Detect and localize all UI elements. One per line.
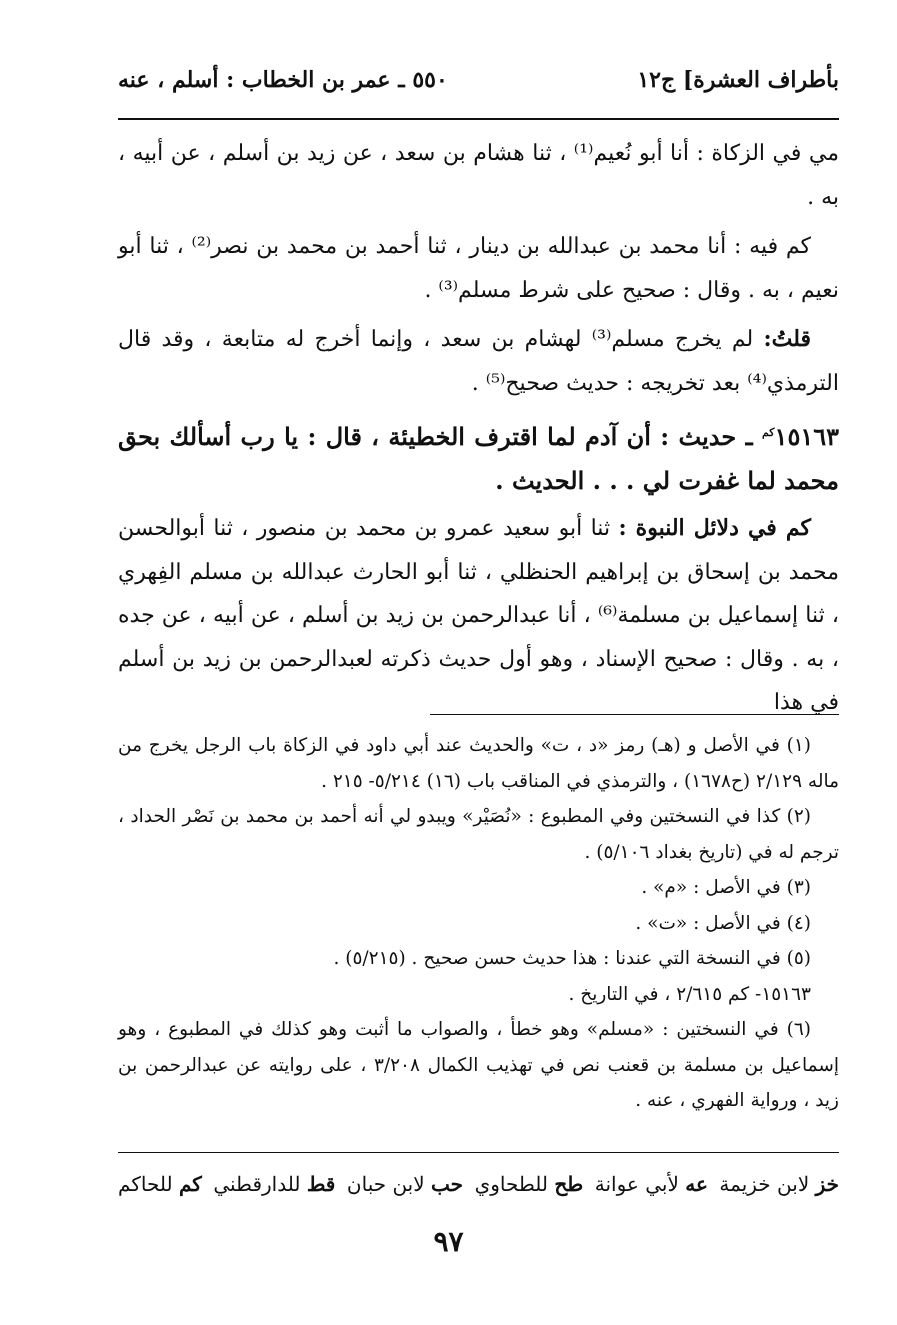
abbr-item: [595, 1172, 708, 1196]
footnote-hadith-ref: ١٥١٦٣- كم ٢/٦١٥ ، في التاريخ .: [568, 983, 811, 1005]
paragraph-3: [118, 318, 839, 405]
abbr-name: لابن حبان: [346, 1172, 425, 1196]
abbreviations-rule: [118, 1152, 839, 1153]
main-text: [118, 132, 839, 731]
running-header: [118, 60, 839, 100]
footnote-4: (٤) في الأصل : «ت» .: [635, 912, 811, 934]
footnote-rule: [430, 714, 839, 715]
abbr-item: [475, 1172, 584, 1196]
header-rule: [118, 118, 839, 120]
hadith-entry: [118, 411, 839, 503]
abbr-name: لابن خزيمة: [719, 1172, 810, 1196]
footnotes: [118, 728, 839, 1119]
header-book-title: بأطراف العشرة] ج١٢: [637, 67, 839, 93]
footnote-2: (٢) كذا في النسختين وفي المطبوع : «نُصَيْر» ويبدو لي أنه أحمد بن محمد بن نَصْر الحداد ، ترجم له في (تاريخ بغداد ٥/١٠٦) .: [118, 806, 839, 863]
header-section-title: ٥٥٠ ـ عمر بن الخطاب : أسلم ، عنه: [118, 67, 448, 93]
footnote-6: (٦) في النسختين : «مسلم» وهو خطأ ، والصواب ما أثبت وهو كذلك في المطبوع ، وهو إسماعيل بن مسلمة بن قعنب نص في تهذيب الكمال ٣/٢٠٨ ، على روايته عن عبدالرحمن بن زيد ، ورواية الفهري ، عنه .: [118, 1019, 839, 1111]
paragraph-1: مي في الزكاة : أنا أبو نُعيم⁽¹⁾ ، ثنا هشام بن سعد ، عن زيد بن أسلم ، عن أبيه ، به .: [118, 141, 839, 210]
abbreviations-key: [118, 1164, 839, 1204]
hadith-number: ١٥١٦٣: [774, 422, 839, 451]
abbr-item: [719, 1172, 839, 1196]
abbr-code: حب: [431, 1172, 464, 1196]
paragraph-4: [118, 507, 839, 725]
abbr-item: [118, 1172, 202, 1196]
footnote-5: (٥) في النسخة التي عندنا : هذا حديث حسن صحيح . (٥/٢١٥) .: [333, 948, 811, 969]
hadith-source-mark: كم: [761, 426, 775, 439]
abbr-code: خز: [815, 1172, 839, 1196]
paragraph-4-lead: كم في دلائل النبوة :: [618, 515, 811, 541]
abbr-code: عه: [685, 1172, 708, 1196]
abbr-name: لأبي عوانة: [594, 1172, 679, 1196]
paragraph-4-text: ثنا أبو سعيد عمرو بن محمد بن منصور ، ثنا أبوالحسن محمد بن إسحاق بن إبراهيم الحنظلي ، ثنا أبو الحارث عبدالله بن مسلم الفِهري ، ثنا إسماعيل بن مسلمة⁽⁶⁾ ، أنا عبدالرحمن بن زيد بن أسلم ، عن أبيه ، عن جده ، به . وقال : صحيح الإسناد ، وهو أول حديث ذكرته لعبدالرحمن بن زيد بن أسلم في هذا: [118, 516, 839, 715]
abbr-code: كم: [178, 1172, 202, 1196]
abbr-code: قط: [306, 1172, 336, 1196]
abbr-item: [213, 1172, 335, 1196]
hadith-text: ـ حديث : أن آدم لما اقترف الخطيئة ، قال : يا رب أسألك بحق محمد لما غفرت لي . . . الحديث .: [118, 422, 839, 495]
paragraph-3-lead: قلتُ:: [763, 326, 811, 352]
abbr-code: طح: [554, 1172, 584, 1196]
footnote-3: (٣) في الأصل : «م» .: [641, 877, 811, 898]
paragraph-2: كم فيه : أنا محمد بن عبدالله بن دينار ، ثنا أحمد بن محمد بن نصر⁽²⁾ ، ثنا أبو نعيم ، به . وقال : صحيح على شرط مسلم⁽³⁾ .: [118, 234, 839, 303]
abbr-name: للطحاوي: [474, 1172, 548, 1196]
page-number: ٩٧: [433, 1225, 464, 1258]
abbr-name: للدارقطني: [213, 1172, 301, 1196]
abbr-name: للحاكم: [118, 1172, 173, 1196]
abbr-item: [347, 1172, 463, 1196]
footnote-1: (١) في الأصل و (هـ) رمز «د ، ت» والحديث عند أبي داود في الزكاة باب الرجل يخرج من ماله ٢/١٢٩ (ح١٦٧٨) ، والترمذي في المناقب باب (١٦) ٥/٢١٤- ٢١٥ .: [118, 735, 839, 792]
paragraph-3-text: لم يخرج مسلم⁽³⁾ لهشام بن سعد ، وإنما أخرج له متابعة ، وقد قال الترمذي⁽⁴⁾ بعد تخريجه : حديث صحيح⁽⁵⁾ .: [118, 327, 839, 396]
